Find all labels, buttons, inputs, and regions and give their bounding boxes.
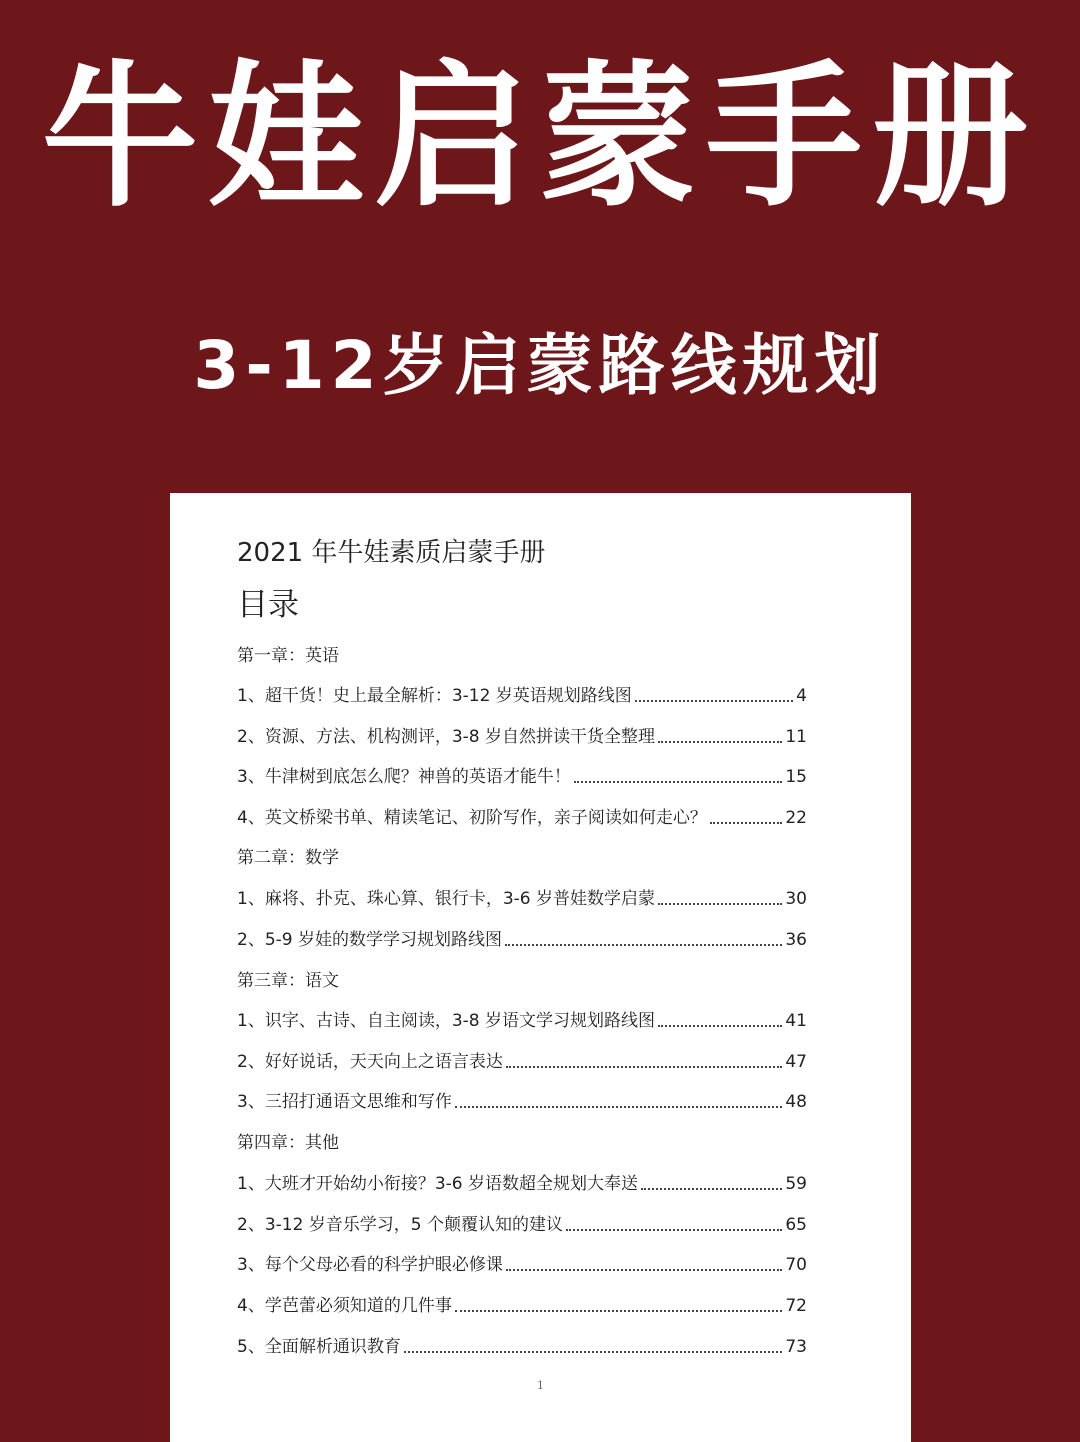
chapter-heading-math: 第二章：数学 bbox=[237, 848, 339, 868]
toc-entry: 3、每个父母必看的科学护眼必修课 70 bbox=[237, 1255, 807, 1275]
toc-entry: 4、英文桥梁书单、精读笔记、初阶写作，亲子阅读如何走心？ 22 bbox=[237, 808, 807, 828]
toc-entry: 4、学芭蕾必须知道的几件事 72 bbox=[237, 1296, 807, 1316]
toc-entry: 5、全面解析通识教育 73 bbox=[237, 1337, 807, 1357]
toc-entry: 2、好好说话，天天向上之语言表达 47 bbox=[237, 1052, 807, 1072]
page-number: 1 bbox=[537, 1379, 544, 1392]
toc-entry: 2、5-9 岁娃的数学学习规划路线图 36 bbox=[237, 930, 807, 950]
document-title: 2021 年牛娃素质启蒙手册 bbox=[237, 538, 546, 568]
toc-entry: 1、超干货！史上最全解析：3-12 岁英语规划路线图 4 bbox=[237, 686, 807, 706]
toc-entry: 2、3-12 岁音乐学习，5 个颠覆认知的建议 65 bbox=[237, 1215, 807, 1235]
toc-entry: 2、资源、方法、机构测评，3-8 岁自然拼读干货全整理 11 bbox=[237, 727, 807, 747]
toc-entry: 1、麻将、扑克、珠心算、银行卡，3-6 岁普娃数学启蒙 30 bbox=[237, 889, 807, 909]
toc-heading: 目录 bbox=[237, 587, 299, 623]
toc-entry: 3、牛津树到底怎么爬？神兽的英语才能牛！ 15 bbox=[237, 767, 807, 787]
document-page bbox=[170, 493, 911, 1442]
chapter-heading-other: 第四章：其他 bbox=[237, 1133, 339, 1153]
toc-entry: 1、识字、古诗、自主阅读，3-8 岁语文学习规划路线图 41 bbox=[237, 1011, 807, 1031]
toc-entry: 1、大班才开始幼小衔接？3-6 岁语数超全规划大奉送 59 bbox=[237, 1174, 807, 1194]
chapter-heading-chinese: 第三章：语文 bbox=[237, 971, 339, 991]
toc-entry: 3、三招打通语文思维和写作 48 bbox=[237, 1092, 807, 1112]
banner-title: 牛娃启蒙手册 bbox=[42, 46, 1038, 228]
banner-subtitle: 3-12岁启蒙路线规划 bbox=[193, 327, 887, 404]
chapter-heading-english: 第一章：英语 bbox=[237, 646, 339, 666]
